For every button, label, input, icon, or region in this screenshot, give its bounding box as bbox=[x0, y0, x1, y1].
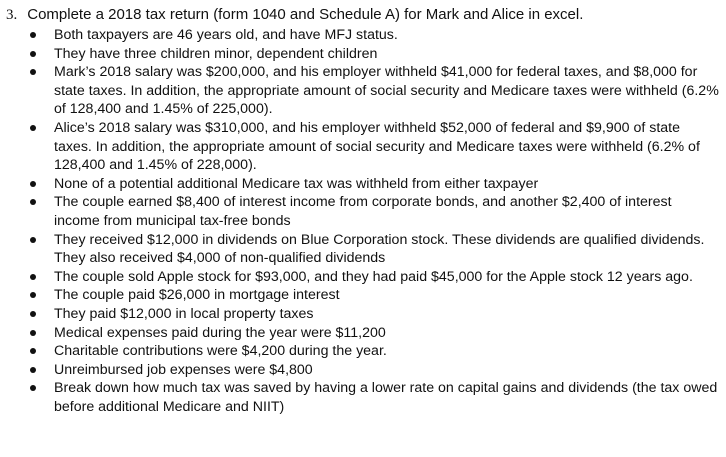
list-item bbox=[30, 26, 720, 45]
bullet-icon bbox=[30, 69, 36, 75]
list-item bbox=[30, 286, 720, 305]
question-text: Complete a 2018 tax return (form 1040 and Schedule A) for Mark and Alice in excel. bbox=[27, 6, 584, 23]
list-item-text: Unreimbursed job expenses were $4,800 bbox=[54, 361, 313, 378]
list-item bbox=[30, 305, 720, 324]
bullet-icon bbox=[30, 199, 36, 205]
list-item-text: Both taxpayers are 46 years old, and have MFJ status. bbox=[54, 27, 398, 43]
bullet-icon bbox=[30, 385, 36, 391]
list-item-text: They have three children minor, dependent children bbox=[54, 45, 378, 62]
list-item bbox=[30, 193, 720, 230]
list-item bbox=[30, 231, 720, 268]
list-item bbox=[30, 119, 720, 175]
list-item bbox=[30, 342, 720, 361]
list-item bbox=[30, 379, 720, 416]
list-item-text: Charitable contributions were $4,200 during the year. bbox=[54, 343, 387, 360]
list-item bbox=[30, 361, 720, 380]
list-item-text: Medical expenses paid during the year were $11,200 bbox=[54, 324, 386, 341]
list-item bbox=[30, 175, 720, 194]
bullet-icon bbox=[30, 125, 36, 131]
list-item-text: None of a potential additional Medicare tax was withheld from either taxpayer bbox=[54, 175, 539, 192]
bullet-icon bbox=[30, 237, 36, 243]
list-item-text: The couple paid $26,000 in mortgage interest bbox=[54, 287, 340, 304]
bullet-icon bbox=[30, 330, 36, 336]
question-heading bbox=[6, 6, 583, 24]
bullet-icon bbox=[30, 32, 36, 38]
list-item-text: Alice’s 2018 salary was $310,000, and his employer withheld $52,000 of federal and $9,900 of state taxes. In addition, the appropriate amount of social security and Medicare taxes were withheld (6.2% of 128,400 and 1.45% of 228,000). bbox=[54, 119, 700, 174]
bullet-icon bbox=[30, 181, 36, 187]
list-item bbox=[30, 45, 720, 64]
bullet-icon bbox=[30, 292, 36, 298]
list-item bbox=[30, 268, 720, 287]
list-item-text: They received $12,000 in dividends on Blue Corporation stock. These dividends are qualified dividends. They also received $4,000 of non-qualified dividends bbox=[54, 231, 705, 267]
bullet-icon bbox=[30, 274, 36, 280]
bullet-icon bbox=[30, 367, 36, 373]
list-item-text: Mark’s 2018 salary was $200,000, and his employer withheld $41,000 for federal taxes, and $8,000 for state taxes. In addition, the appropriate amount of social security and Medicare taxes were withheld (6.2% of 128,400 and 1.45% of 225,000). bbox=[54, 64, 719, 118]
question-number: 3. bbox=[6, 7, 18, 23]
bullet-icon bbox=[30, 311, 36, 317]
list-item bbox=[30, 63, 720, 119]
list-item bbox=[30, 324, 720, 343]
requirements-list bbox=[30, 26, 720, 416]
list-item-text: They paid $12,000 in local property taxes bbox=[54, 305, 314, 322]
bullet-icon bbox=[30, 348, 36, 354]
list-item-text: Break down how much tax was saved by having a lower rate on capital gains and dividends (the tax owed before additional Medicare and NIIT) bbox=[54, 380, 718, 415]
list-item-text: The couple earned $8,400 of interest income from corporate bonds, and another $2,400 of interest income from municipal tax-free bonds bbox=[54, 194, 672, 229]
bullet-icon bbox=[30, 51, 36, 57]
list-item-text: The couple sold Apple stock for $93,000, and they had paid $45,000 for the Apple stock 12 years ago. bbox=[54, 268, 693, 285]
